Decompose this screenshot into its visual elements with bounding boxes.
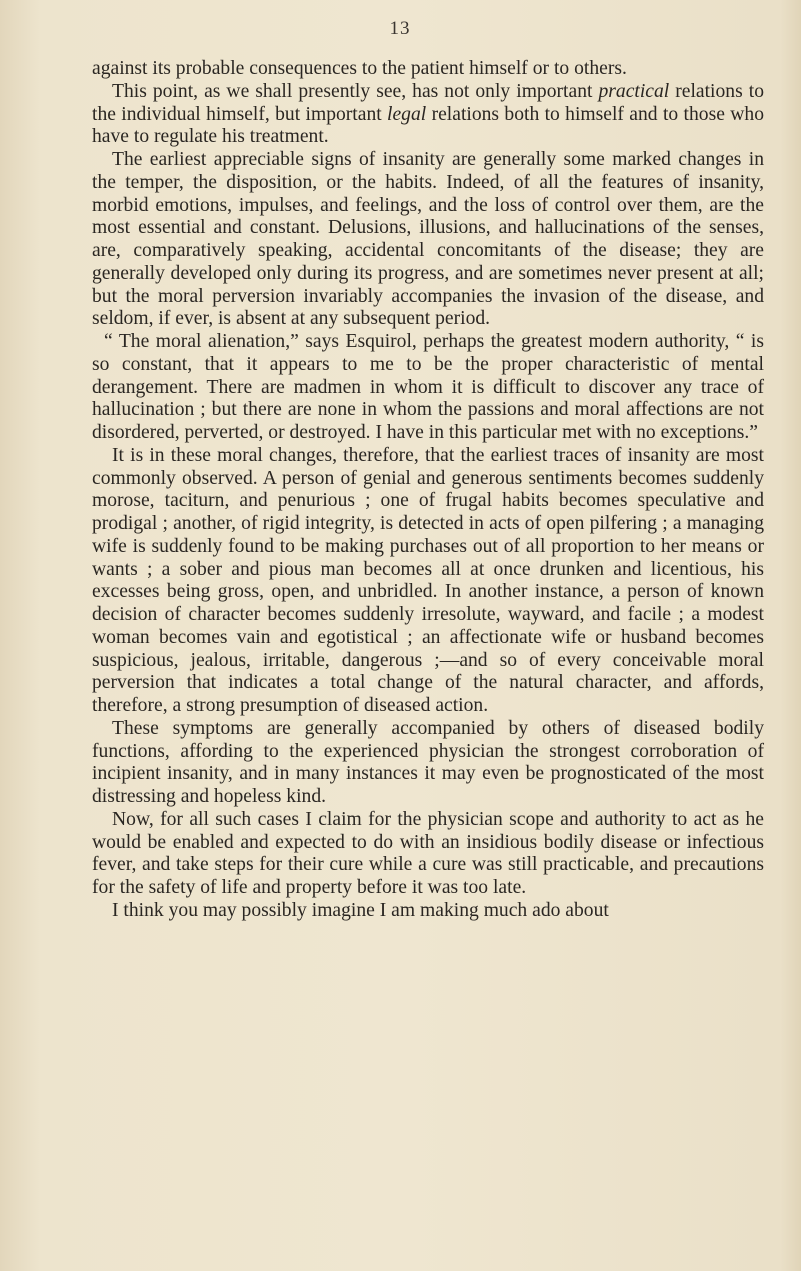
text-segment: “ The moral alienation,” says Esquirol, perhaps the greatest modern authority, “ is so constant, that it appears to me to be the proper characteristic of mental derangement. There are madmen in whom it is difficult to discover any trace of hallucination ; but there are none in whom the passions and moral affections are not disordered, perverted, or destroyed. I have in this particular met with no exceptions.” [92,331,764,443]
paragraph [92,445,764,718]
italic-term: practical [598,80,670,102]
paragraph [92,81,764,149]
text-segment: relations both to himself and to those who have to regulate his treatment. [92,103,764,148]
text-segment: Now, for all such cases I claim for the physician scope and authority to act as he would be enabled and expected to do with an insidious bodily disease or infectious fever, and take steps for their cure while a cure was still practicable, and precautions for the safety of life and property before it was too late. [92,808,764,898]
text-segment: against its probable consequences to the patient himself or to others. [92,58,627,79]
text-segment: I think you may possibly imagine I am making much ado about [112,899,609,921]
page-number: 13 [389,18,411,39]
paragraph [92,809,764,900]
italic-term: legal [387,103,427,125]
paragraph [92,718,764,809]
text-segment: It is in these moral changes, therefore, that the earliest traces of insanity are most commonly observed. A person of genial and generous sentiments becomes suddenly morose, taciturn, and penurious ; one of frugal habits becomes speculative and prodigal ; another, of rigid integrity, is detected in acts of open pilfering ; a managing wife is suddenly found to be making purchases out of all proportion to her means or wants ; a sober and pious man becomes all at once drunken and licentious, his excesses being gross, open, and unbridled. In another instance, a person of known decision of character becomes suddenly irresolute, wayward, and facile ; a modest woman becomes vain and egotistical ; an affectionate wife or husband becomes suspicious, jealous, irritable, dangerous ;—and so of every conceivable moral perversion that indicates a total change of the natural character, and affords, therefore, a strong presumption of diseased action. [92,444,764,716]
body-text [92,58,764,923]
text-segment: These symptoms are generally accompanied by others of diseased bodily functions, affording to the experienced physician the strongest corroboration of incipient insanity, and in many instances it may even be prognosticated of the most distressing and hopeless kind. [92,717,764,807]
text-segment: relations to the individual himself, but important [92,80,764,125]
paragraph [92,149,764,331]
paragraph [92,900,764,923]
paragraph-quote [92,331,764,445]
paragraph [92,58,764,81]
text-segment: The earliest appreciable signs of insanity are generally some marked changes in the temper, the disposition, or the habits. Indeed, of all the features of insanity, morbid emotions, impulses, and feelings, and the loss of control over them, are the most essential and constant. Delusions, illusions, and hallucinations of the senses, are, comparatively speaking, accidental concomitants of the disease; they are generally developed only during its progress, and are sometimes never present at all; but the moral perversion invariably accompanies the invasion of the disease, and seldom, if ever, is absent at any subsequent period. [92,149,764,330]
text-segment: This point, as we shall presently see, has not only important [112,80,599,102]
